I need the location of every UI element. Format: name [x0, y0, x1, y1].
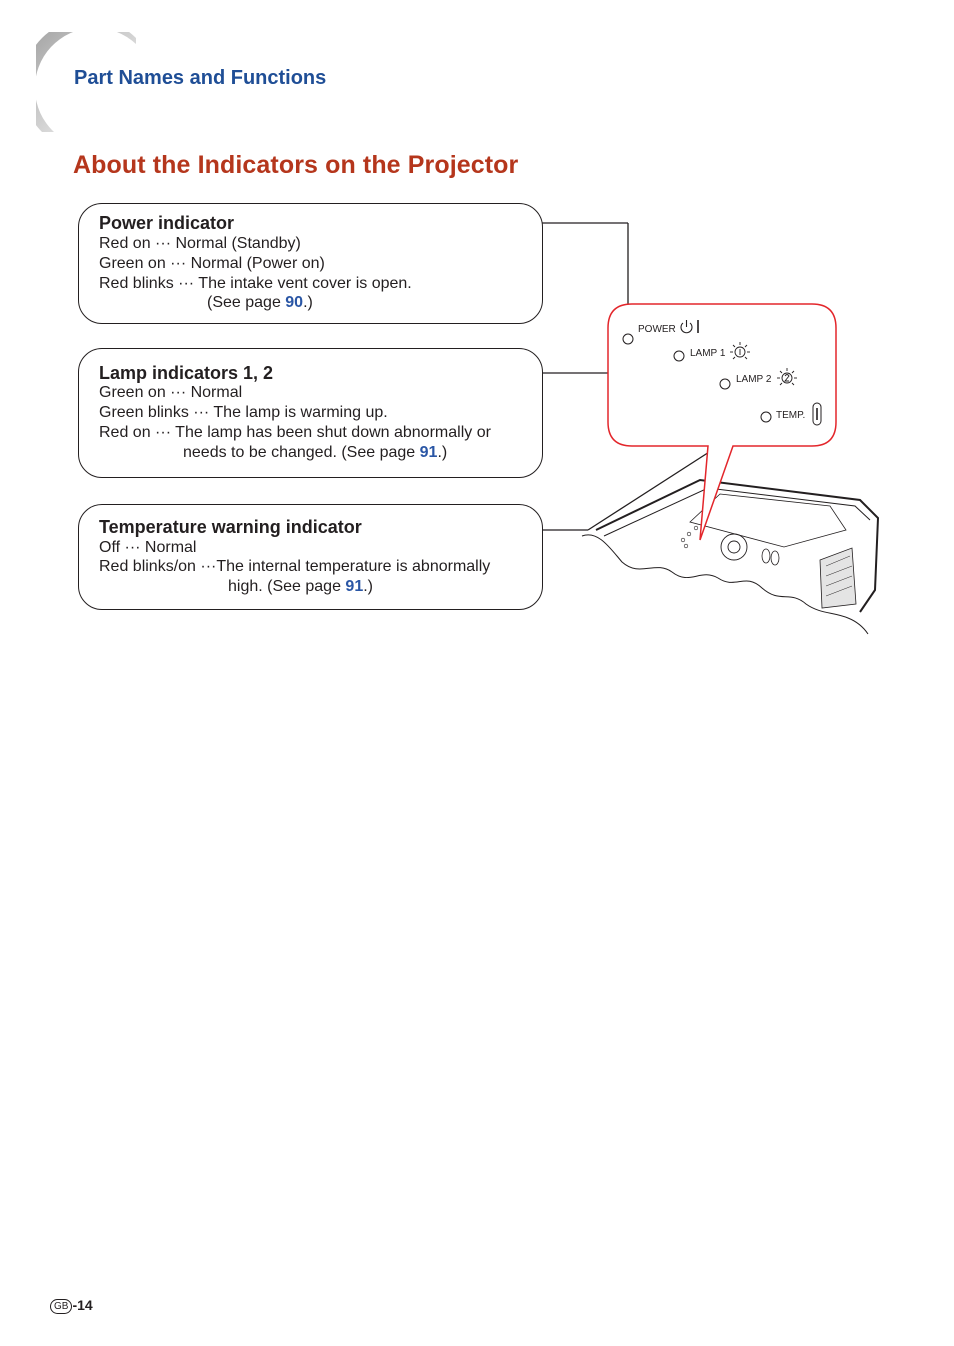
power-indicator-title: Power indicator	[99, 213, 237, 234]
lamp1-indicator-led	[674, 351, 684, 361]
section-title: Part Names and Functions	[74, 67, 327, 89]
temperature-indicator-title: Temperature warning indicator	[99, 517, 365, 538]
power-line-red-on: Red on ··· Normal (Standby)	[99, 235, 301, 252]
page-link-91[interactable]: 91	[419, 444, 438, 461]
lamp-line-green-on: Green on ··· Normal	[99, 384, 243, 401]
power-indicator-led	[623, 334, 633, 344]
lamp-line-red-on: Red on ··· The lamp has been shut down abnormally or	[99, 424, 491, 441]
projector-illustration	[582, 480, 878, 634]
panel-lamp2-label: LAMP 2	[736, 374, 772, 385]
temp-indicator-led	[761, 412, 771, 422]
temp-line-red-blinks: Red blinks/on ···The internal temperature is abnormally	[99, 558, 491, 575]
lamp-see-page: needs to be changed. (See page 91.)	[183, 444, 448, 461]
page-link-90[interactable]: 90	[285, 294, 304, 311]
page-link-91[interactable]: 91	[345, 578, 364, 595]
power-line-red-blinks: Red blinks ··· The intake vent cover is open.	[99, 275, 412, 292]
page-heading: About the Indicators on the Projector	[73, 151, 519, 179]
temp-line-off: Off ··· Normal	[99, 539, 197, 556]
panel-power-label: POWER	[638, 324, 676, 335]
power-see-page: (See page 90.)	[207, 294, 313, 311]
power-line-green-on: Green on ··· Normal (Power on)	[99, 255, 325, 272]
lamp2-indicator-led	[720, 379, 730, 389]
temperature-indicator-box	[78, 504, 543, 610]
page-number: GB -14	[50, 1297, 93, 1314]
panel-lamp1-label: LAMP 1	[690, 348, 726, 359]
lamp-indicator-box	[78, 348, 543, 478]
lamp-line-green-blinks: Green blinks ··· The lamp is warming up.	[99, 404, 388, 421]
lamp-indicator-title: Lamp indicators 1, 2	[99, 363, 276, 384]
power-indicator-box	[78, 203, 543, 324]
temp-see-page: high. (See page 91.)	[228, 578, 373, 595]
panel-temp-label: TEMP.	[776, 410, 806, 421]
region-badge: GB	[50, 1299, 72, 1314]
